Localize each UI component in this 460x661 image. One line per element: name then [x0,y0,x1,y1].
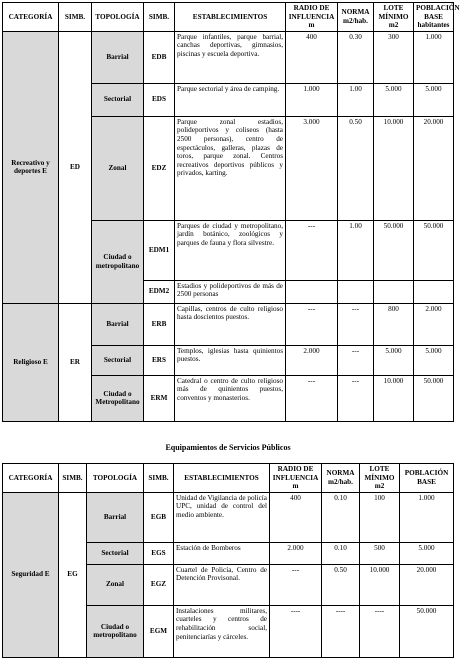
lote-cell: 300 [374,31,414,83]
radio-cell: --- [286,303,338,345]
header-poblacion: POBLACIÓN BASE [400,464,454,493]
lote-cell: 100 [360,492,400,542]
establishment-cell: Capillas, centros de culto religioso hasta doscientos puestos. [175,303,286,345]
typology-cell: Barrial [92,31,144,83]
radio-cell: 400 [286,31,338,83]
header-topologia: TOPOLOGÍA [92,3,144,32]
header-lote: LOTE MÍNIMO m2 [360,464,400,493]
header-simb-2: SIMB. [144,464,174,493]
header-simb-2: SIMB. [144,3,175,32]
typology-simb-cell: EGM [144,605,174,657]
establishment-cell: Parque infantiles, parque barrial, canchas deportivas, gimnasios, piscinas y escuela deportiva. [175,31,286,83]
poblacion-cell: 5.000 [400,542,454,564]
poblacion-cell: 5.000 [414,83,454,116]
category-simb-cell: ER [59,303,92,421]
lote-cell: 10.000 [374,375,414,421]
lote-cell: 5.000 [374,345,414,375]
typology-simb-cell: EGB [144,492,174,542]
norma-cell: 1.00 [338,83,374,116]
typology-simb-cell: EGS [144,542,174,564]
header-categoria: CATEGORÍA [3,3,59,32]
typology-simb-cell: EDM1 [144,220,175,280]
category-simb-cell: ED [59,31,92,303]
radio-cell: 2.000 [286,345,338,375]
typology-cell: Zonal [87,564,144,605]
typology-cell: Zonal [92,116,144,220]
poblacion-cell: 50.000 [414,375,454,421]
establishment-cell: Instalaciones militares, cuarteles y centros de rehabilitación social, penitenciarías y cárceles. [174,605,270,657]
typology-simb-cell: EDM2 [144,280,175,303]
typology-cell: Sectorial [92,345,144,375]
typology-simb-cell: ERS [144,345,175,375]
typology-simb-cell: EDZ [144,116,175,220]
norma-cell [338,280,374,303]
header-topologia: TOPOLOGÍA [87,464,144,493]
establishment-cell: Estadios y polideportivos de más de 2500 personas [175,280,286,303]
poblacion-cell: 20.000 [400,564,454,605]
establishment-cell: Parque sectorial y área de camping. [175,83,286,116]
radio-cell: --- [286,375,338,421]
header-radio: RADIO DE INFLUENCIA m [286,3,338,32]
poblacion-cell: 1.000 [414,31,454,83]
category-simb-cell: EG [59,492,87,657]
establishment-cell: Parques de ciudad y metropolitano, jardín botánico, zoológicos y parques de fauna y flora silvestre. [175,220,286,280]
header-radio: RADIO DE INFLUENCIA m [270,464,322,493]
header-categoria: CATEGORÍA [3,464,59,493]
radio-cell: --- [270,564,322,605]
radio-cell: 400 [270,492,322,542]
typology-simb-cell: EDB [144,31,175,83]
header-lote: LOTE MÍNIMO m2 [374,3,414,32]
poblacion-cell: 1.000 [400,492,454,542]
poblacion-cell: 20.000 [414,116,454,220]
establishment-cell: Estación de Bomberos [174,542,270,564]
norma-cell: ---- [322,605,360,657]
norma-cell: 0.10 [322,542,360,564]
norma-cell: 0.10 [322,492,360,542]
radio-cell: 3.000 [286,116,338,220]
lote-cell: 10.000 [360,564,400,605]
poblacion-cell: 50.000 [400,605,454,657]
typology-cell: Ciudad o metropolitano [87,605,144,657]
norma-cell: --- [338,303,374,345]
table-row [3,492,454,542]
establishment-cell: Catedral o centro de culto religioso más de quinientos puestos, conventos y monasterios. [175,375,286,421]
norma-cell: --- [338,345,374,375]
radio-cell: 2.000 [270,542,322,564]
norma-cell: 0.30 [338,31,374,83]
radio-cell [286,280,338,303]
typology-cell: Sectorial [87,542,144,564]
typology-cell: Barrial [87,492,144,542]
typology-simb-cell: ERB [144,303,175,345]
establishment-cell: Parque zonal estadios, polideportivos y coliseos (hasta 2500 personas), centro de espectáculos, galleras, plazas de toros, parque zonal. Centros recreativos deportivos públicos y privados, karting. [175,116,286,220]
typology-simb-cell: EGZ [144,564,174,605]
typology-simb-cell: ERM [144,375,175,421]
establishment-cell: Unidad de Vigilancia de policía UPC, unidad de control del medio ambiente. [174,492,270,542]
lote-cell: ---- [360,605,400,657]
section-title: Equipamientos de Servicios Públicos [165,443,291,452]
lote-cell: 5.000 [374,83,414,116]
recreation-religious-table [2,2,460,422]
poblacion-cell: 50.000 [414,220,454,280]
radio-cell: --- [286,220,338,280]
header-norma: NORMA m2/hab. [338,3,374,32]
poblacion-cell: 5.000 [414,345,454,375]
norma-cell: 1.00 [338,220,374,280]
header-establecimientos: ESTABLECIMIENTOS [175,3,286,32]
header-poblacion: POBLACIÓN BASE habitantes [414,3,454,32]
table-row [3,31,454,83]
typology-cell: Sectorial [92,83,144,116]
category-cell: Seguridad E [3,492,59,657]
radio-cell: 1.000 [286,83,338,116]
table-row [3,303,454,345]
lote-cell: 500 [360,542,400,564]
lote-cell [374,280,414,303]
lote-cell: 800 [374,303,414,345]
norma-cell: 0.50 [322,564,360,605]
norma-cell: --- [338,375,374,421]
security-table [2,463,454,658]
lote-cell: 50.000 [374,220,414,280]
header-simb: SIMB. [59,464,87,493]
typology-cell: Ciudad o Metropolitano [92,375,144,421]
establishment-cell: Cuartel de Policía, Centro de Detención Provisonal. [174,564,270,605]
poblacion-cell [414,280,454,303]
header-norma: NORMA m2/hab. [322,464,360,493]
category-cell: Religioso E [3,303,59,421]
radio-cell: ---- [270,605,322,657]
typology-cell: Ciudad o metropolitano [92,220,144,303]
header-establecimientos: ESTABLECIMIENTOS [174,464,270,493]
poblacion-cell: 2.000 [414,303,454,345]
header-simb: SIMB. [59,3,92,32]
lote-cell: 10.000 [374,116,414,220]
typology-simb-cell: EDS [144,83,175,116]
establishment-cell: Templos, iglesias hasta quinientos puestos. [175,345,286,375]
norma-cell: 0.50 [338,116,374,220]
category-cell: Recreativo y deportes E [3,31,59,303]
typology-cell: Barrial [92,303,144,345]
